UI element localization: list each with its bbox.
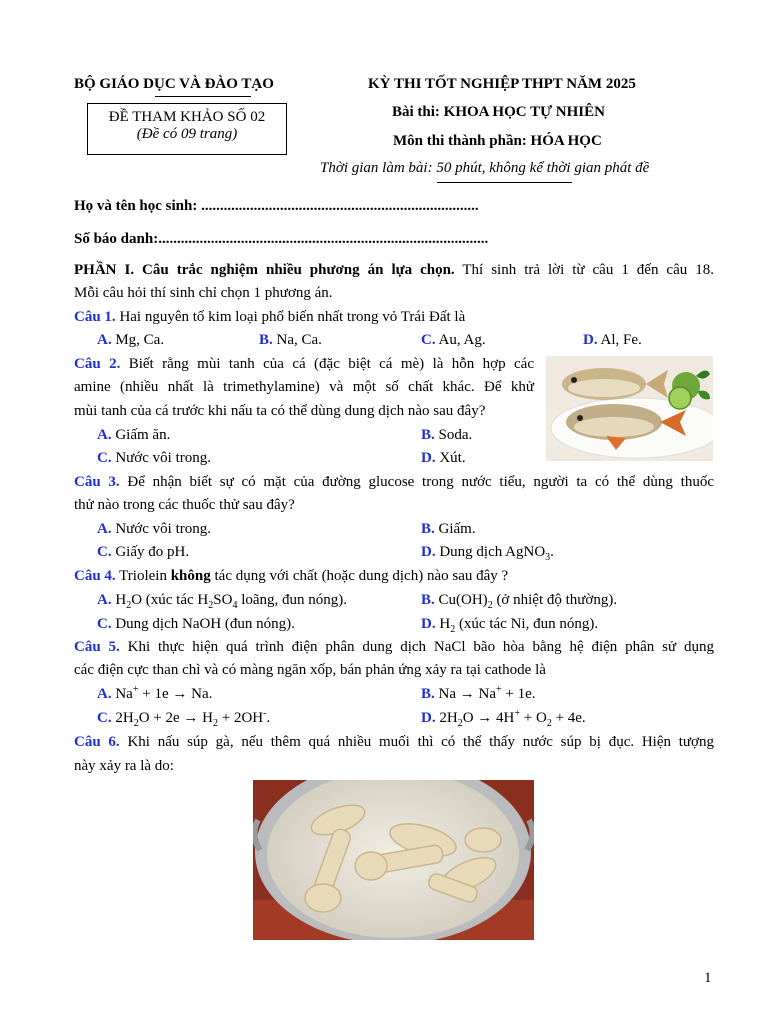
q5-option-d: D. $2H_2O \to 4H^+ + O_2 + 4e$. xyxy=(421,708,586,729)
question-2: Câu 2. Biết rằng mùi tanh của cá (đặc biệt cá mè) là hỗn hợp các xyxy=(74,356,534,372)
student-id-line: Số báo danh:........................................................................................ xyxy=(74,231,489,247)
page-number: 1 xyxy=(704,970,712,986)
q2-option-c: C. Nước vôi trong. xyxy=(97,450,211,466)
question-5-line2: các điện cực than chì và có màng ngăn xốp, bán phản ứng xảy ra tại cathode là xyxy=(74,662,546,678)
question-6-line2: này xảy ra là do: xyxy=(74,758,174,774)
q1-option-a: A. Mg, Ca. xyxy=(97,332,165,348)
q3-option-d: D. Dung dịch AgNO$_3$. xyxy=(421,544,554,563)
q1-option-c: C. Au, Ag. xyxy=(421,332,486,348)
part1-intro: PHẦN I. Câu trắc nghiệm nhiều phương án lựa chọn. Thí sinh trả lời từ câu 1 đến câu 18. xyxy=(74,262,714,278)
fish-photo xyxy=(546,356,713,461)
exam-title: KỲ THI TỐT NGHIỆP THPT NĂM 2025 xyxy=(368,76,636,92)
time-underline xyxy=(437,182,572,183)
question-3: Câu 3. Để nhận biết sự có mặt của đường glucose trong nước tiểu, người ta có thể dùng thuốc xyxy=(74,474,714,490)
question-6: Câu 6. Khi nấu súp gà, nếu thêm quá nhiều muối thì có thể thấy nước súp bị đục. Hiện tượng xyxy=(74,734,714,750)
question-3-line2: thử nào trong các thuốc thử sau đây? xyxy=(74,497,295,513)
q5-option-b: B. Na → Na+ + 1e. xyxy=(421,684,536,702)
question-2-line2: amine (nhiều nhất là trimethylamine) và một số chất khác. Để khử xyxy=(74,379,534,395)
subject-label: Bài thi: KHOA HỌC TỰ NHIÊN xyxy=(392,104,605,120)
q3-option-c: C. Giấy đo pH. xyxy=(97,544,190,560)
question-1: Câu 1. Hai nguyên tố kim loại phổ biến nhất trong vỏ Trái Đất là xyxy=(74,309,466,325)
reference-box xyxy=(87,103,287,155)
q3-option-a: A. Nước vôi trong. xyxy=(97,521,211,537)
q2-option-a: A. Giấm ăn. xyxy=(97,427,171,443)
q1-option-d: D. Al, Fe. xyxy=(583,332,642,348)
ministry-underline xyxy=(155,96,251,97)
student-name-line: Họ và tên học sinh: .......................................................................... xyxy=(74,198,479,214)
question-4: Câu 4. Triolein không tác dụng với chất (hoặc dung dịch) nào sau đây ? xyxy=(74,568,509,584)
q1-option-b: B. Na, Ca. xyxy=(259,332,322,348)
part1-instr: Mỗi câu hỏi thí sinh chỉ chọn 1 phương án. xyxy=(74,285,333,301)
q2-option-d: D. Xút. xyxy=(421,450,466,466)
q4-option-c: C. Dung dịch NaOH (đun nóng). xyxy=(97,616,295,632)
q2-option-b: B. Soda. xyxy=(421,427,473,443)
q4-option-d: D. $H_2$ (xúc tác Ni, đun nóng). xyxy=(421,616,599,635)
q4-option-b: B. $Cu(OH)_2$ (ở nhiệt độ thường). xyxy=(421,592,618,611)
question-2-line3: mùi tanh của cá trước khi nấu ta có thể dùng dung dịch nào sau đây? xyxy=(74,403,486,419)
q5-option-a: A. Na+ + 1e → Na. xyxy=(97,684,213,702)
reference-label: ĐỀ THAM KHẢO SỐ 02 xyxy=(108,109,266,125)
question-5: Câu 5. Khi thực hiện quá trình điện phân dung dịch NaCl bão hòa bằng hệ điện phân sử dụng xyxy=(74,639,714,655)
chicken-soup-photo xyxy=(253,780,534,940)
page-count: (Đề có 09 trang) xyxy=(136,126,238,142)
q5-option-c: C. $2H_2O + 2e \to H_2 + 2OH^-$. xyxy=(97,708,271,729)
ministry-name: BỘ GIÁO DỤC VÀ ĐÀO TẠO xyxy=(74,76,274,92)
component-label: Môn thi thành phần: HÓA HỌC xyxy=(393,133,602,149)
time-note: Thời gian làm bài: 50 phút, không kể thời gian phát đề xyxy=(320,160,650,176)
q3-option-b: B. Giấm. xyxy=(421,521,476,537)
q4-option-a: A. $H_2O$ (xúc tác $H_2SO_4$ loãng, đun nóng). xyxy=(97,592,348,611)
